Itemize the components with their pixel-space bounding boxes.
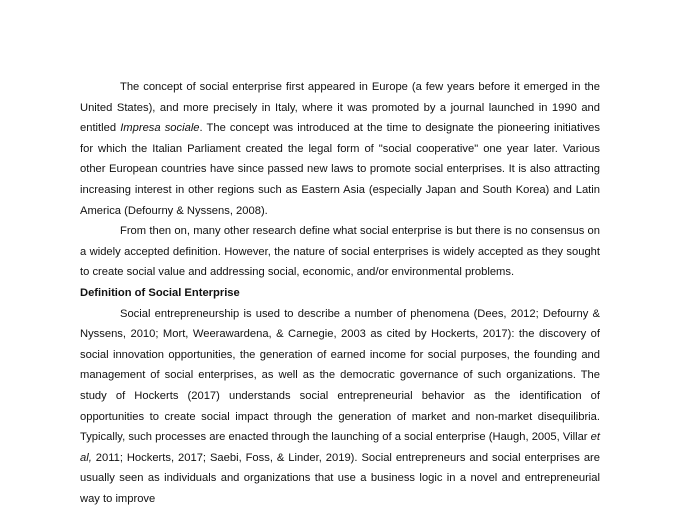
document-page bbox=[80, 77, 600, 509]
paragraph-se-text-b: 2011; Hockerts, 2017; Saebi, Foss, & Linder, 2019). Social entrepreneurs and social enterprises are usually seen as individuals and organizations that use a business logic in a novel and entrepreneurial way to improve bbox=[80, 451, 600, 505]
section-heading: Definition of Social Enterprise bbox=[80, 286, 240, 299]
journal-title: Impresa sociale bbox=[120, 122, 200, 135]
paragraph-origin bbox=[80, 77, 600, 221]
paragraph-se-text-a: Social entrepreneurship is used to describe a number of phenomena (Dees, 2012; Defourny & Nyssens, 2010; Mort, Weerawardena, & Carnegie, 2003 as cited by Hockerts, 2017): the discovery of social innovation opportunities, the generation of earned income for social purposes, the founding and management of social enterprises, as well as the democratic governance of such organizations. The study of Hockerts (2017) understands social entrepreneurial behavior as the identification of opportunities to create social impact through the generation of market and non-market disequilibria. Typically, such processes are enacted through the launching of a social enterprise (Haugh, 2005, Villar bbox=[80, 307, 600, 444]
et-al-italic: et al, bbox=[80, 431, 600, 464]
paragraph-definition-debate: From then on, many other research define what social enterprise is but there is no consensus on a widely accepted definition. However, the nature of social enterprises is widely accepted as they sought to create social value and addressing social, economic, and/or environmental problems. bbox=[80, 225, 600, 279]
paragraph-origin-text-b: . The concept was introduced at the time to designate the pioneering initiatives for which the Italian Parliament created the legal form of "social cooperative" one year later. Various other European countries have since passed new laws to promote social enterprises. It is also attracting increasing interest in other regions such as Eastern Asia (especially Japan and South Korea) and Latin America (Defourny & Nyssens, 2008). bbox=[80, 122, 600, 217]
paragraph-social-entrepreneurship bbox=[80, 304, 600, 509]
paragraph-origin-text-a: The concept of social enterprise first appeared in Europe (a few years before it emerged in the United States), and more precisely in Italy, where it was promoted by a journal launched in 1990 and entitled bbox=[80, 81, 600, 135]
